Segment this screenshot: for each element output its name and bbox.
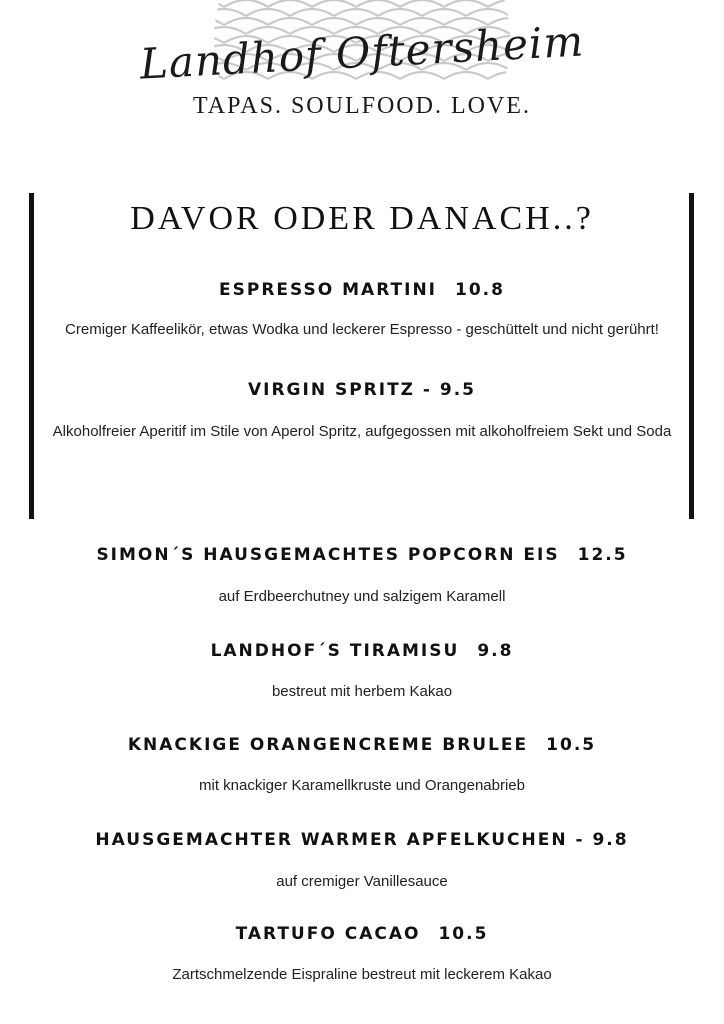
menu-item-description: Zartschmelzende Eispraline bestreut mit leckerem Kakao: [172, 966, 552, 983]
menu-item-description: auf cremiger Vanillesauce: [276, 873, 448, 890]
item-name: SIMON´S HAUSGEMACHTES POPCORN EIS: [96, 545, 560, 565]
menu-item-description: Cremiger Kaffeelikör, etwas Wodka und leckerer Espresso - geschüttelt und nicht gerührt!: [65, 321, 659, 338]
item-price: 10.8: [455, 280, 505, 300]
menu-item-description: auf Erdbeerchutney und salzigem Karamell: [218, 588, 506, 605]
menu-item-title: [0, 545, 724, 565]
item-name: LANDHOF´S TIRAMISU: [210, 641, 460, 661]
tagline: TAPAS. SOULFOOD. LOVE.: [193, 93, 531, 119]
menu-item-title: [0, 830, 724, 850]
menu-item-title: [0, 924, 724, 944]
menu-item-title: [0, 735, 724, 755]
item-name: HAUSGEMACHTER WARMER APFELKUCHEN - 9.8: [95, 830, 629, 850]
item-price: 12.5: [577, 545, 628, 565]
item-price: 10.5: [546, 735, 597, 755]
logo: [0, 0, 724, 190]
menu-item-title: [0, 280, 724, 300]
item-name: TARTUFO CACAO: [235, 924, 421, 944]
menu-item-title: [0, 380, 724, 400]
section-title: DAVOR ODER DANACH..?: [130, 200, 594, 237]
menu-item-description: Alkoholfreier Aperitif im Stile von Aperol Spritz, aufgegossen mit alkoholfreiem Sekt und Soda: [52, 423, 672, 440]
menu-item-description: bestreut mit herbem Kakao: [271, 683, 453, 700]
menu-item-description: mit knackiger Karamellkruste und Orangenabrieb: [199, 777, 525, 794]
item-name: VIRGIN SPRITZ - 9.5: [247, 380, 477, 400]
box-left-bar: [29, 193, 34, 519]
brand-script-logo: Landhof Oftersheim: [138, 16, 586, 89]
item-name: KNACKIGE ORANGENCREME BRULEE: [127, 735, 529, 755]
item-price: 10.5: [438, 924, 489, 944]
item-price: 9.8: [477, 641, 514, 661]
item-name: ESPRESSO MARTINI: [219, 280, 438, 300]
box-right-bar: [689, 193, 694, 519]
menu-item-title: [0, 641, 724, 661]
